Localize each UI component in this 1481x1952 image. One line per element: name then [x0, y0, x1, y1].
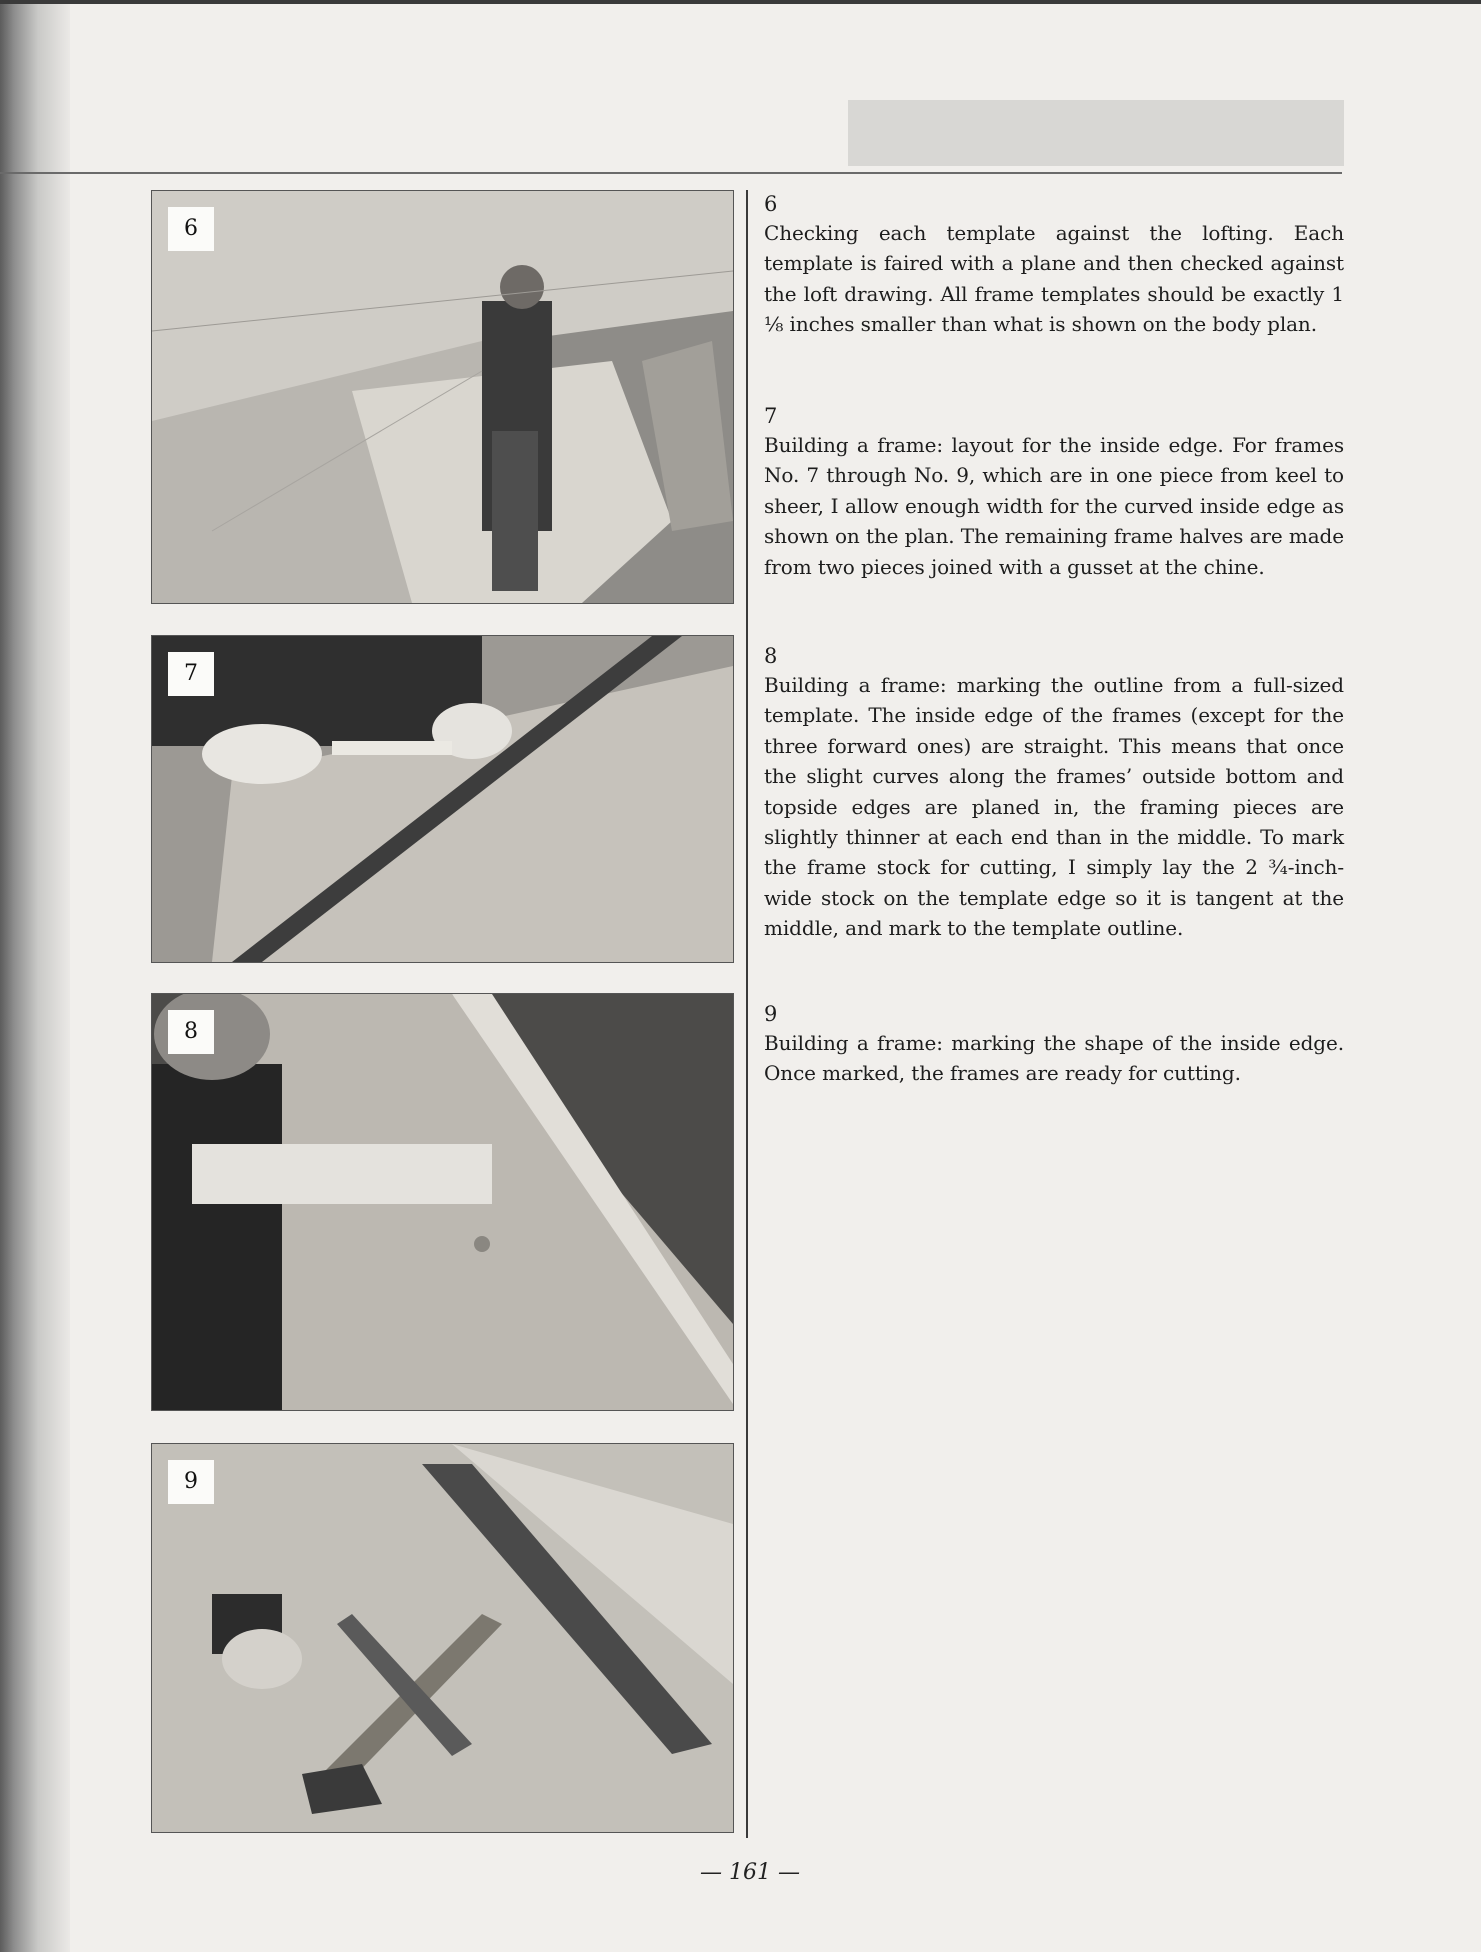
caption-7 [764, 402, 1344, 582]
photo-number-badge: 7 [168, 652, 214, 696]
photo-9-image [152, 1444, 733, 1832]
caption-number: 7 [764, 404, 778, 428]
caption-6 [764, 190, 1344, 340]
book-gutter-shadow [0, 0, 70, 1952]
caption-text: Checking each template against the lofting. Each template is faired with a plane and then checked against the loft drawing. All frame templates should be exactly 1 ⅛ inches smaller than what is shown on the body plan. [764, 221, 1344, 337]
caption-text: Building a frame: marking the shape of the inside edge. Once marked, the frames are ready for cutting. [764, 1031, 1344, 1086]
column-rule [746, 190, 748, 1838]
photo-6-image [152, 191, 733, 603]
photo-9-marking-shape [151, 1443, 734, 1833]
photo-8-marking-outline [151, 993, 734, 1411]
top-rule [0, 172, 1342, 174]
photo-8-image [152, 994, 733, 1410]
running-header-block [848, 100, 1344, 166]
photo-7-layout-inside-edge [151, 635, 734, 963]
photo-number-badge: 9 [168, 1460, 214, 1504]
caption-number: 9 [764, 1002, 778, 1026]
page-top-edge [0, 0, 1481, 4]
photo-number-badge: 6 [168, 207, 214, 251]
caption-text: Building a frame: marking the outline from a full-sized template. The inside edge of the frames (except for the three forward ones) are straight. This means that once the slight curves along the frames’ outside bottom and topside edges are planed in, the framing pieces are slightly thinner at each end than in the middle. To mark the frame stock for cutting, I simply lay the 2 ¾-inch-wide stock on the template edge so it is tangent at the middle, and mark to the template outline. [764, 673, 1344, 941]
caption-number: 8 [764, 644, 778, 668]
caption-9 [764, 1000, 1344, 1089]
photo-6-template-check [151, 190, 734, 604]
photo-7-image [152, 636, 733, 962]
caption-8 [764, 642, 1344, 944]
caption-number: 6 [764, 192, 778, 216]
photo-number-badge: 8 [168, 1010, 214, 1054]
caption-text: Building a frame: layout for the inside edge. For frames No. 7 through No. 9, which are in one piece from keel to sheer, I allow enough width for the curved inside edge as shown on the plan. The remaining frame halves are made from two pieces joined with a gusset at the chine. [764, 433, 1344, 579]
page-number: — 161 — [700, 1860, 800, 1885]
